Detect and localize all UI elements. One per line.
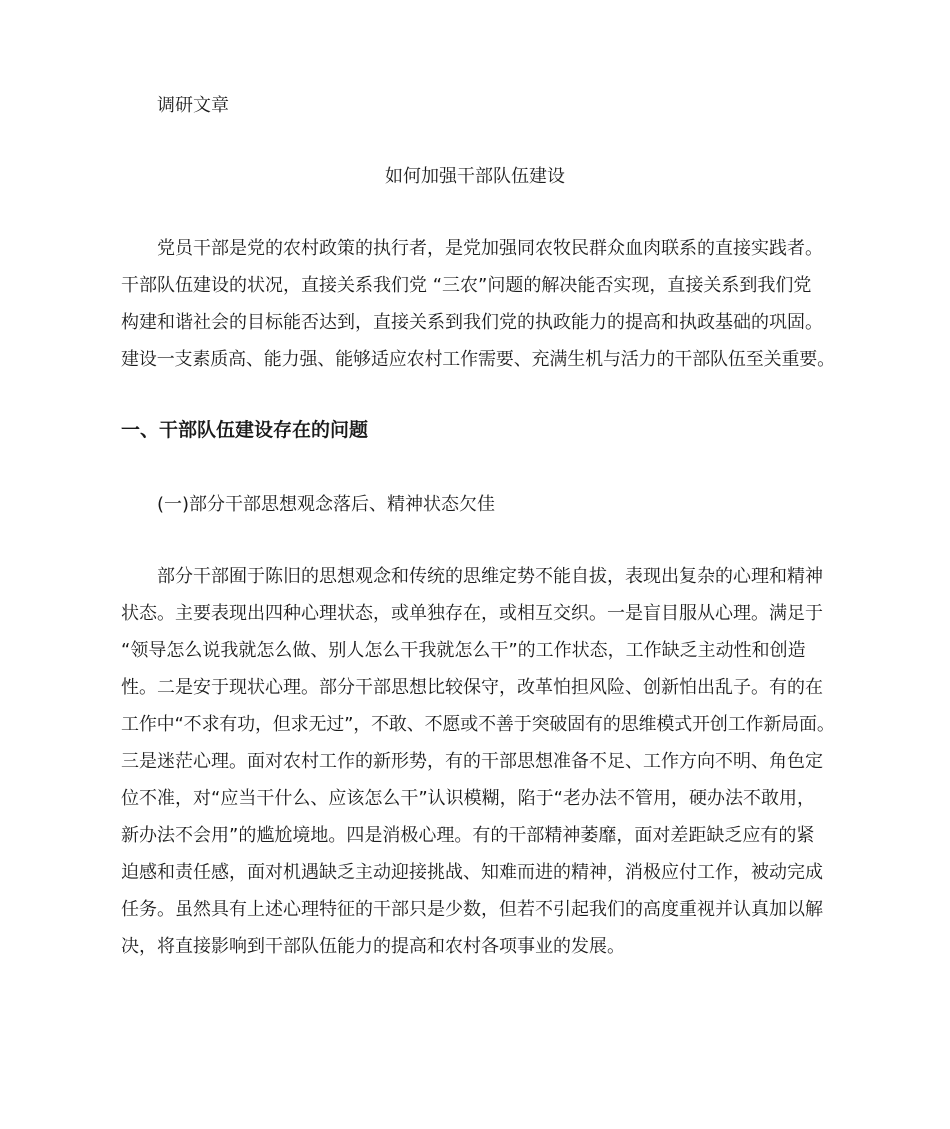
intro-line: 构建和谐社会的目标能否达到，直接关系到我们党的执政能力的提高和执政基础的巩固。 (121, 312, 823, 333)
subsection-heading: (一)部分干部思想观念落后、精神状态欠佳 (157, 494, 496, 515)
section-heading: 一、干部队伍建设存在的问题 (121, 419, 369, 441)
body-line: 任务。虽然具有上述心理特征的干部只是少数，但若不引起我们的高度重视并认真加以解 (121, 899, 823, 920)
document-type-label: 调研文章 (157, 95, 229, 116)
body-line: “领导怎么说我就怎么做、别人怎么干我就怎么干”的工作状态，工作缺乏主动性和创造 (121, 640, 806, 661)
document-title: 如何加强干部队伍建设 (385, 166, 565, 187)
body-line: 决，将直接影响到干部队伍能力的提高和农村各项事业的发展。 (121, 936, 625, 957)
body-line: 工作中“不求有功，但求无过”，不敢、不愿或不善于突破固有的思维模式开创工作新局面。 (121, 714, 835, 735)
intro-line: 建设一支素质高、能力强、能够适应农村工作需要、充满生机与活力的干部队伍至关重要。 (121, 349, 835, 370)
body-line: 迫感和责任感，面对机遇缺乏主动迎接挑战、知难而进的精神，消极应付工作，被动完成 (121, 862, 823, 883)
intro-line: 干部队伍建设的状况，直接关系我们党 “三农”问题的解决能否实现，直接关系到我们党 (121, 275, 812, 296)
body-line: 新办法不会用”的尴尬境地。四是消极心理。有的干部精神萎靡，面对差距缺乏应有的紧 (121, 825, 815, 846)
body-line: 部分干部囿于陈旧的思想观念和传统的思维定势不能自拔，表现出复杂的心理和精神 (157, 566, 823, 587)
body-line: 位不准，对“应当干什么、应该怎么干”认识模糊，陷于“老办法不管用，硬办法不敢用， (121, 788, 815, 809)
body-line: 性。二是安于现状心理。部分干部思想比较保守，改革怕担风险、创新怕出乱子。有的在 (121, 677, 823, 698)
intro-line: 党员干部是党的农村政策的执行者，是党加强同农牧民群众血肉联系的直接实践者。 (157, 238, 823, 259)
body-line: 三是迷茫心理。面对农村工作的新形势，有的干部思想准备不足、工作方向不明、角色定 (121, 751, 823, 772)
body-line: 状态。主要表现出四种心理状态，或单独存在，或相互交织。一是盲目服从心理。满足于 (121, 603, 823, 624)
